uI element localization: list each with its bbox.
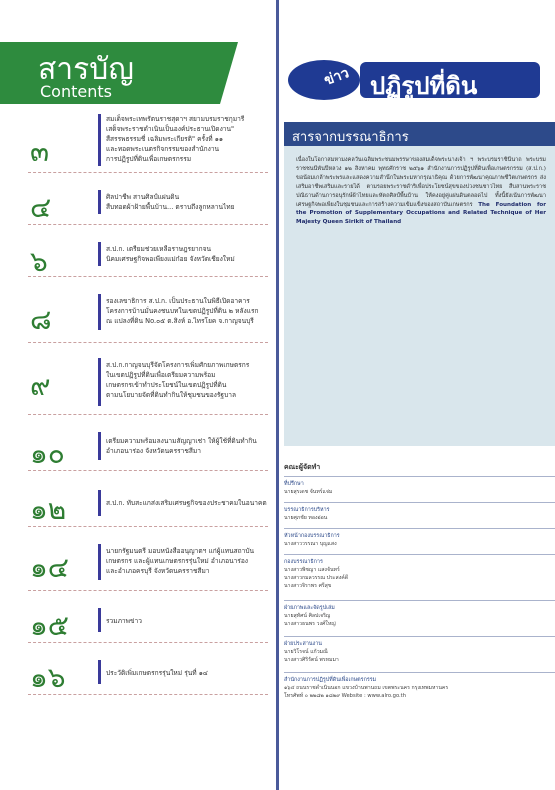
toc-entry-text bbox=[106, 296, 274, 326]
toc-title-english: Contents bbox=[40, 82, 112, 101]
staff-name: นางสาวศิริรัตน์ พรหมมา bbox=[284, 657, 339, 663]
staff-group bbox=[284, 528, 555, 551]
logo-small-word: ข่าว bbox=[322, 65, 352, 89]
toc-item[interactable] bbox=[28, 288, 268, 343]
toc-line: ศิลปาชีพ สานศิลป์แผ่นดิน bbox=[106, 193, 180, 201]
toc-item[interactable] bbox=[28, 482, 268, 527]
toc-page-number: ๑๐ bbox=[30, 437, 65, 470]
toc-line: ส.ป.ก.กาญจนบุรีจัดโครงการเพิ่มศักยภาพเกษตรกร bbox=[106, 361, 250, 369]
toc-line: ส.ป.ก. ทับสะแกส่งเสริมเศรษฐกิจของประชาคมในอนาคต bbox=[106, 499, 267, 507]
toc-title-thai: สารบัญ bbox=[38, 52, 134, 87]
toc-page-number: ๓ bbox=[30, 135, 50, 168]
staff-name: นางสาววรรณา บุญแสง bbox=[284, 541, 337, 547]
staff-group bbox=[284, 672, 555, 703]
toc-item[interactable] bbox=[28, 110, 268, 173]
staff-name: นางสาวจิราพร ศรีสุข bbox=[284, 583, 332, 589]
toc-page-number: ๘ bbox=[30, 303, 52, 336]
toc-divider bbox=[98, 242, 101, 266]
toc-page-number: ๑๒ bbox=[30, 493, 67, 526]
toc-header bbox=[0, 42, 220, 104]
page-spine-divider bbox=[276, 0, 279, 790]
toc-entry-text bbox=[106, 616, 274, 626]
editorial-box bbox=[284, 146, 555, 446]
editorial-title: สารจากบรรณาธิการ bbox=[292, 130, 409, 145]
staff-role: บรรณาธิการบริหาร bbox=[284, 507, 330, 513]
toc-line: ประวัติเพิ่มเกษตรกรรุ่นใหม่ รุ่นที่ ๑๔ bbox=[106, 669, 208, 677]
toc-line: ส.ป.ก. เตรียมช่วยเหลือราษฎรยากจน bbox=[106, 245, 212, 253]
editorial-highlight: The Foundation for the Promotion of Supplementary Occupations and Related Technique of Her Majesty Queen Sirikit of Thailand bbox=[296, 201, 546, 226]
toc-divider bbox=[98, 114, 101, 166]
staff-group bbox=[284, 502, 555, 525]
toc-line: นายกรัฐมนตรี มอบหนังสืออนุญาตฯ แก่ผู้แทนสถาบัน bbox=[106, 547, 255, 555]
staff-heading: คณะผู้จัดทำ bbox=[284, 463, 321, 471]
toc-item[interactable] bbox=[28, 602, 268, 643]
staff-group bbox=[284, 600, 555, 631]
toc-item[interactable] bbox=[28, 654, 268, 695]
staff-address: ๑๖๔ ถนนราชดำเนินนอก แขวงบ้านพานถม เขตพระนคร กรุงเทพมหานคร bbox=[284, 685, 449, 691]
toc-divider bbox=[98, 190, 101, 214]
toc-line: ณ แปลงที่ดิน No.๐๕ ต.สิงห์ อ.ไทรโยค จ.กาญจนบุรี bbox=[106, 317, 254, 325]
toc-line: และทอดพระเนตรกิจกรรมของสำนักงาน bbox=[106, 145, 220, 153]
toc-line: รวมภาพข่าว bbox=[106, 617, 142, 625]
toc-divider bbox=[98, 544, 101, 580]
toc-item[interactable] bbox=[28, 538, 268, 591]
toc-item[interactable] bbox=[28, 354, 268, 415]
toc-line: การปฏิรูปที่ดินเพื่อเกษตรกรรม bbox=[106, 155, 192, 163]
toc-line: รองเลขาธิการ ส.ป.ก. เป็นประธานในพิธีเปิดอาคาร bbox=[106, 297, 250, 305]
editorial-body bbox=[296, 156, 546, 227]
staff-role: กองบรรณาธิการ bbox=[284, 559, 323, 565]
staff-group bbox=[284, 636, 555, 667]
staff-group bbox=[284, 554, 555, 595]
toc-entry-text bbox=[106, 360, 274, 400]
staff-name: นายวิโรจน์ แก้วมณี bbox=[284, 649, 328, 655]
toc-entry-text bbox=[106, 192, 274, 212]
toc-page-number: ๑๖ bbox=[30, 661, 66, 694]
toc-line: สมเด็จพระเทพรัตนราชสุดาฯ สยามบรมราชกุมารี bbox=[106, 115, 245, 123]
toc-entry-text bbox=[106, 668, 274, 678]
toc-item[interactable] bbox=[28, 426, 268, 471]
staff-role: ฝ่ายภาพและจัดรูปเล่ม bbox=[284, 605, 335, 611]
toc-entry-text bbox=[106, 436, 274, 456]
staff-role: ฝ่ายประสานงาน bbox=[284, 641, 322, 647]
toc-entry-text bbox=[106, 546, 274, 576]
toc-page-number: ๑๔ bbox=[30, 551, 69, 584]
toc-page-number: ๔ bbox=[30, 191, 52, 224]
staff-role: สำนักงานการปฏิรูปที่ดินเพื่อเกษตรกรรม bbox=[284, 677, 377, 683]
staff-name: นายศุภชัย ทองอ่อน bbox=[284, 515, 328, 521]
staff-name: นางสาวธนพร วงศ์ใหญ่ bbox=[284, 621, 336, 627]
staff-name: นายสุรเดช จันทร์แจ่ม bbox=[284, 489, 333, 495]
toc-entry-text bbox=[106, 244, 274, 264]
toc-line: ตามนโยบายจัดที่ดินทำกินให้ชุมชนของรัฐบาล bbox=[106, 391, 236, 399]
toc-line: สืสรรพธรรมชี่ เฉลิมพระเกียรติ" ครั้งที่ ๑๑ bbox=[106, 135, 224, 143]
toc-divider bbox=[98, 294, 101, 330]
toc-line: โครงการบ้านมั่นคงชนบทในเขตปฏิรูปที่ดิน ๒ หลังแรก bbox=[106, 307, 259, 315]
toc-entry-text bbox=[106, 114, 274, 164]
staff-group bbox=[284, 476, 555, 499]
toc-divider bbox=[98, 490, 101, 516]
toc-item[interactable] bbox=[28, 236, 268, 277]
toc-divider bbox=[98, 660, 101, 684]
toc-line: นิคมเศรษฐกิจพอเพียงแม่ก๋อย จังหวัดเชียงใหม่ bbox=[106, 255, 235, 263]
toc-line: สืบทอดผ้าฝ้ายพื้นบ้าน... ตราบถึงลูกหลานไทย bbox=[106, 203, 235, 211]
staff-role: หัวหน้ากองบรรณาธิการ bbox=[284, 533, 340, 539]
staff-name: นางสาวกมลวรรณ ประสงค์ดี bbox=[284, 575, 349, 581]
staff-role: ที่ปรึกษา bbox=[284, 481, 304, 487]
toc-line: เกษตรกร และผู้แทนเกษตรกรรุ่นใหม่ อำเภอนาร่อง bbox=[106, 557, 249, 565]
toc-divider bbox=[98, 608, 101, 632]
staff-name: นายสุทัศน์ ศิลปเจริญ bbox=[284, 613, 331, 619]
toc-page-number: ๑๕ bbox=[30, 609, 69, 642]
toc-divider bbox=[98, 358, 101, 406]
newsletter-logo bbox=[284, 52, 555, 110]
toc-entry-text bbox=[106, 498, 274, 508]
toc-page-number: ๖ bbox=[30, 245, 48, 278]
toc-divider bbox=[98, 432, 101, 460]
toc-page-number: ๙ bbox=[30, 369, 51, 402]
staff-contact: โทรศัพท์ ๐ ๒๒๘๒ ๑๘๒๙ Website : www.alro.go.th bbox=[284, 693, 406, 699]
toc-line: อำเภอนาร่อง จังหวัดนครราชสีมา bbox=[106, 447, 201, 455]
editorial-text: เนื่องในโอกาสมหามงคลวันเฉลิมพระชนมพรรษาของสมเด็จพระนางเจ้า ฯ พระบรมราชินีนาถ พระบรมราชชนนีพันปีหลวง ๑๒ สิงหาคม พุทธศักราช ๒๕๖๑ สำนักงานการปฏิรูปที่ดินเพื่อเกษตรกรรม (ส.ป.ก.) ขอน้อมเกล้าพระพรและแสดงความสำนึกในพระมหากรุณาธิคุณ ด้วยการพัฒนาคุณภาพชีวิตเกษตรกร ส่งเสริมอาชีพเสริมและรายได้ ตามรอยพระราชดำริเพื่อประโยชน์สุขของปวงชนชาวไทย สืบสานพระราชปณิธานด้านการอนุรักษ์ผ้าไทยและหัตถศิลป์พื้นบ้าน ให้คงอยู่คู่แผ่นดินตลอดไป ทั้งนี้ยังเน้นการพัฒนาเศรษฐกิจพอเพียงในชุมชนและการสร้างความเข้มแข็งของสถาบันเกษตรกร bbox=[296, 157, 546, 208]
toc-line: และอำเภอครบุรี จังหวัดนครราชสีมา bbox=[106, 567, 210, 575]
editorial-header bbox=[284, 122, 555, 146]
toc-line: ในเขตปฏิรูปที่ดินเพื่อเตรียมความพร้อม bbox=[106, 371, 216, 379]
staff-name: นางสาวพิชญา แสงจันทร์ bbox=[284, 567, 340, 573]
logo-main-word: ปฏิรูปที่ดิน bbox=[370, 72, 478, 100]
toc-line: เกษตรกรเข้าทำประโยชน์ในเขตปฏิรูปที่ดิน bbox=[106, 381, 227, 389]
toc-item[interactable] bbox=[28, 184, 268, 225]
toc-line: เสด็จพระราชดำเนินเป็นองค์ประธานเปิดงาน" bbox=[106, 125, 235, 133]
toc-line: เตรียมความพร้อมลงนามสัญญาเช่า ให้ผู้ใช้ที่ดินทำกิน bbox=[106, 437, 257, 445]
